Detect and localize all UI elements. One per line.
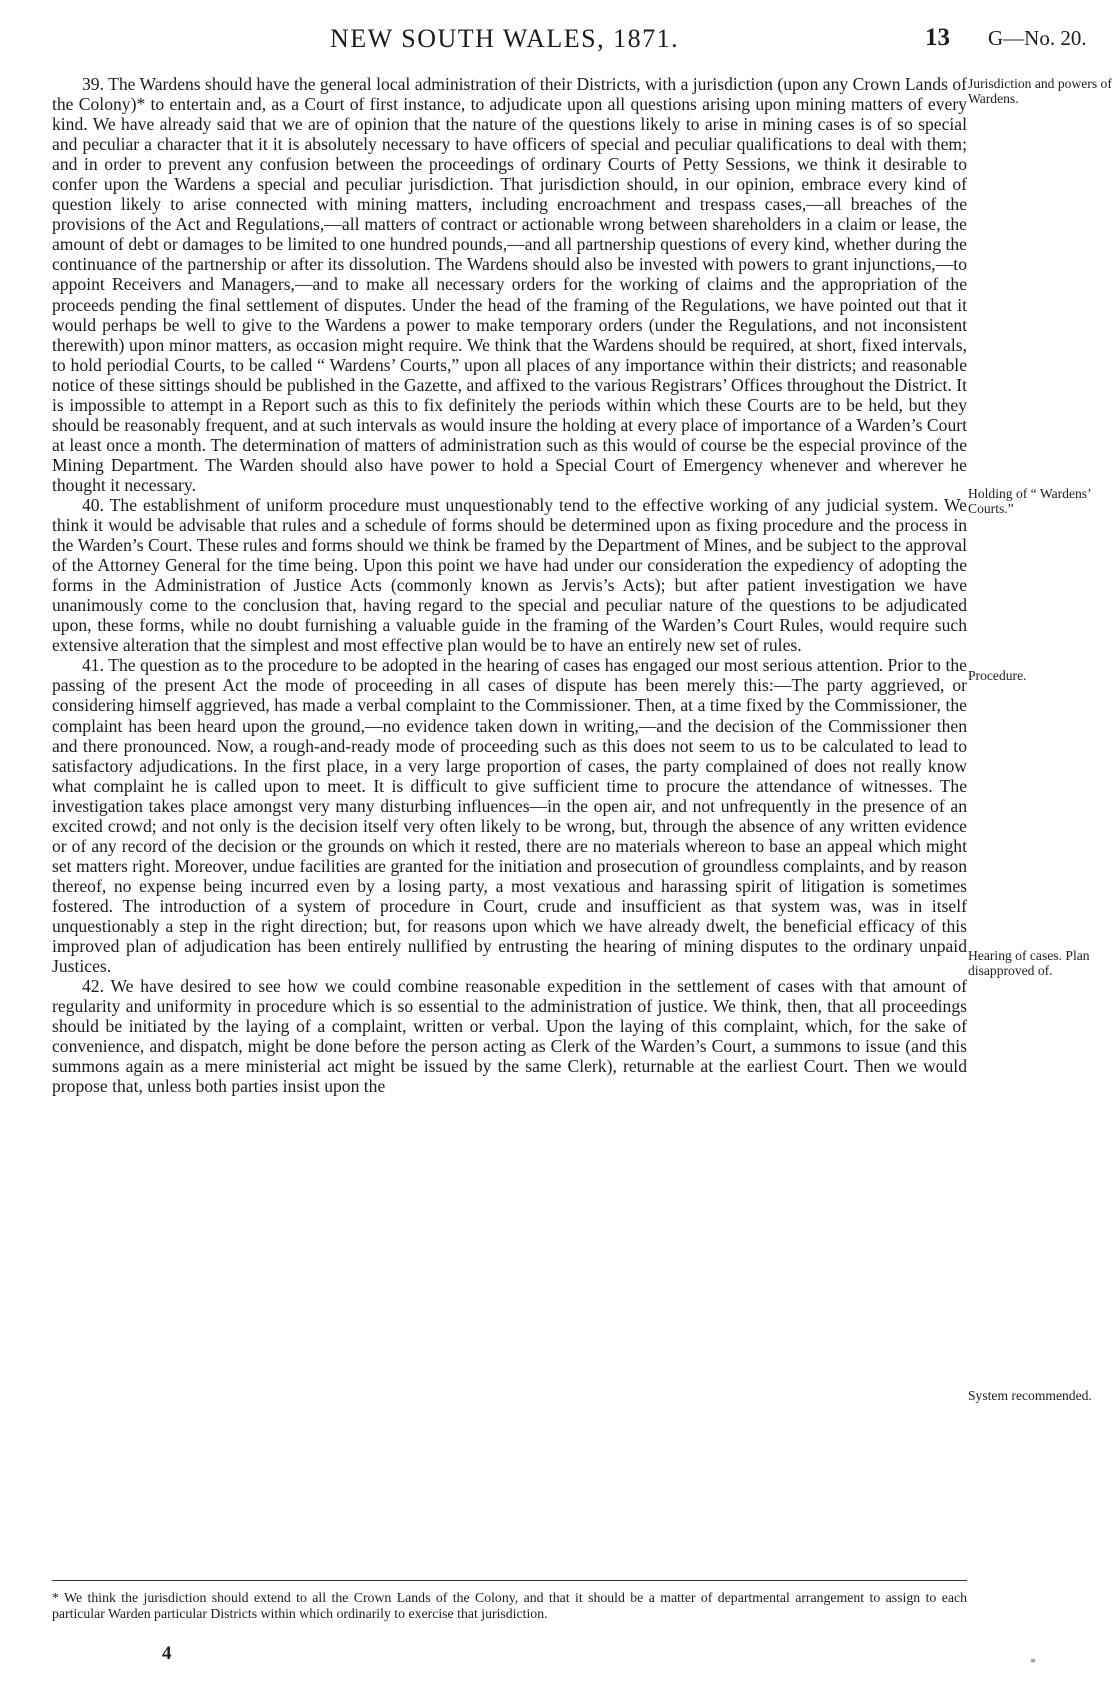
document-number: G—No. 20. bbox=[988, 26, 1087, 50]
footnote-divider bbox=[52, 1580, 967, 1581]
corner-mark: * bbox=[1030, 1655, 1036, 1669]
page-header bbox=[0, 22, 1114, 62]
paragraph-39 bbox=[52, 74, 967, 495]
margin-note-holding: Holding of “ Wardens’ Courts.” bbox=[968, 486, 1091, 516]
margin-note-system: System recommended. bbox=[968, 1388, 1092, 1403]
paragraph-41 bbox=[52, 655, 967, 976]
paragraph-number: 39. bbox=[82, 74, 104, 94]
page-title: NEW SOUTH WALES, 1871. bbox=[330, 24, 680, 53]
paragraph-number: 42. bbox=[82, 976, 104, 997]
main-text-column bbox=[52, 74, 967, 1096]
paragraph-42 bbox=[52, 976, 967, 1096]
paragraph-text: The Wardens should have the general local administration of their Districts, with a jurisdiction (upon any Crown Lands of the Colony)* to entertain and, as a Court of first instance, to adjudicate upon all questions arising upon mining matters of every kind. We have already said that we are of opinion that the nature of the questions likely to arise in mining cases is of so special and peculiar a character that it it is absolutely necessary to have officers of special and peculiar qualifications to deal with them; and in order to prevent any confusion between the proceedings of ordinary Courts of Petty Sessions, we think it desirable to confer upon the Wardens a special and peculiar jurisdiction. That jurisdiction should, in our opinion, embrace every kind of question likely to arise connected with mining matters, including encroachment and trespass cases,—all breaches of the provisions of the Act and Regulations,—all matters of contract or actionable wrong between shareholders in a claim or lease, the amount of debt or damages to be limited to one hundred pounds,—and all partnership questions of every kind, whether during the continuance of the partnership or after its dissolution. The Wardens should also be invested with powers to grant injunctions,—to appoint Receivers and Managers,—and to make all necessary orders for the working of claims and the appropriation of the proceeds pending the final settlement of disputes. Under the head of the framing of the Regulations, we have pointed out that it would perhaps be well to give to the Wardens a power to make temporary orders (under the Regulations, and not inconsistent therewith) upon minor matters, as occasion might require. We think that the Wardens should be required, at short, fixed intervals, to hold periodial Courts, to be called “ Wardens’ Courts,” upon all places of any importance within their districts; and reasonable notice of these sittings should be published in the Gazette, and affixed to the various Registrars’ Offices throughout the District. It is impossible to attempt in a Report such as this to fix definitely the periods within which these Courts are to be held, but they should be reasonably frequent, and at such intervals as would insure the holding at every place of importance of a Warden’s Court at least once a month. The determination of matters of administration such as this would of course be the especial province of the Mining Department. The Warden should also have power to hold a Special Court of Emergency whenever and wherever he thought it necessary. bbox=[52, 74, 967, 495]
paragraph-text: The establishment of uniform procedure must unquestionably tend to the effective working of any judicial system. We think it would be advisable that rules and a schedule of forms should be determined upon as fixing procedure and the process in the Warden’s Court. These rules and forms should we think be framed by the Department of Mines, and be subject to the approval of the Attorney General for the time being. Upon this point we have had under our consideration the expediency of adopting the forms in the Administration of Justice Acts (commonly known as Jervis’s Acts); but after patient investigation we have unanimously come to the conclusion that, having regard to the special and peculiar nature of the questions to be adjudicated upon, these forms, while no doubt furnishing a valuable guide in the framing of the Warden’s Court Rules, would require such extensive alteration that the simplest and most effective plan would be to have an entirely new set of rules. bbox=[52, 494, 967, 656]
paragraph-number: 41. bbox=[82, 655, 104, 676]
page-number: 13 bbox=[925, 24, 950, 51]
paragraph-40 bbox=[52, 495, 967, 655]
footnote-text: * We think the jurisdiction should extend to all the Crown Lands of the Colony, and that it should be a matter of departmental arrangement to assign to each particular Warden particular Districts within which ordinarily to exercise that jurisdiction. bbox=[52, 1590, 967, 1621]
paragraph-text: The question as to the procedure to be adopted in the hearing of cases has engaged our most serious attention. Prior to the passing of the present Act the mode of proceeding in all cases of dispute has been merely this:—The party aggrieved, or considering himself aggrieved, has made a verbal complaint to the Commissioner. Then, at a time fixed by the Commissioner, the complaint has been heard upon the ground,—no evidence taken down in writing,—and the decision of the Commissioner then and there pronounced. Now, a rough-and-ready mode of proceeding such as this does not seem to us to be calculated to lead to satisfactory adjudications. In the first place, in a very large proportion of cases, the party complained of does not really know what complaint he is called upon to meet. It is difficult to give sufficient time to procure the attendance of witnesses. The investigation takes place amongst very many disturbing influences—in the open air, and not unfrequently in the presence of an excited crowd; and not only is the decision itself very often likely to be wrong, but, through the absence of any written evidence or of any record of the decision or the grounds on which it rested, there are no materials whereon to base an appeal which might set matters right. Moreover, undue facilities are granted for the initiation and prosecution of groundless complaints, and by reason thereof, no expense being incurred even by a losing party, a most vexatious and harassing spirit of litigation is sometimes fostered. The introduction of a system of procedure in Court, crude and insufficient as that system was, was in itself unquestionably a step in the right direction; but, for reasons upon which we have already dwelt, the beneficial efficacy of this improved plan of adjudication has been entirely nullified by entrusting the hearing of mining disputes to the ordinary unpaid Justices. bbox=[52, 655, 967, 977]
paragraph-number: 40. bbox=[82, 494, 104, 515]
margin-note-hearing: Hearing of cases. Plan disapproved of. bbox=[968, 948, 1090, 978]
margin-note-jurisdiction: Jurisdiction and powers of Wardens. bbox=[968, 76, 1112, 106]
footnote bbox=[52, 1590, 967, 1622]
paragraph-text: We have desired to see how we could combine reasonable expedition in the settlement of cases with that amount of regularity and uniformity in procedure which is so essential to the administration of justice. We think, then, that all proceedings should be initiated by the laying of a complaint, written or verbal. Upon the laying of this complaint, which, for the sake of convenience, and dispatch, might be done before the person acting as Clerk of the Warden’s Court, a summons to issue (and this summons again as a mere ministerial act might be issued by the same Clerk), returnable at the earliest Court. Then we would propose that, unless both parties insist upon the bbox=[52, 976, 967, 1097]
signature-mark: 4 bbox=[162, 1643, 172, 1664]
margin-note-procedure: Procedure. bbox=[968, 668, 1027, 683]
